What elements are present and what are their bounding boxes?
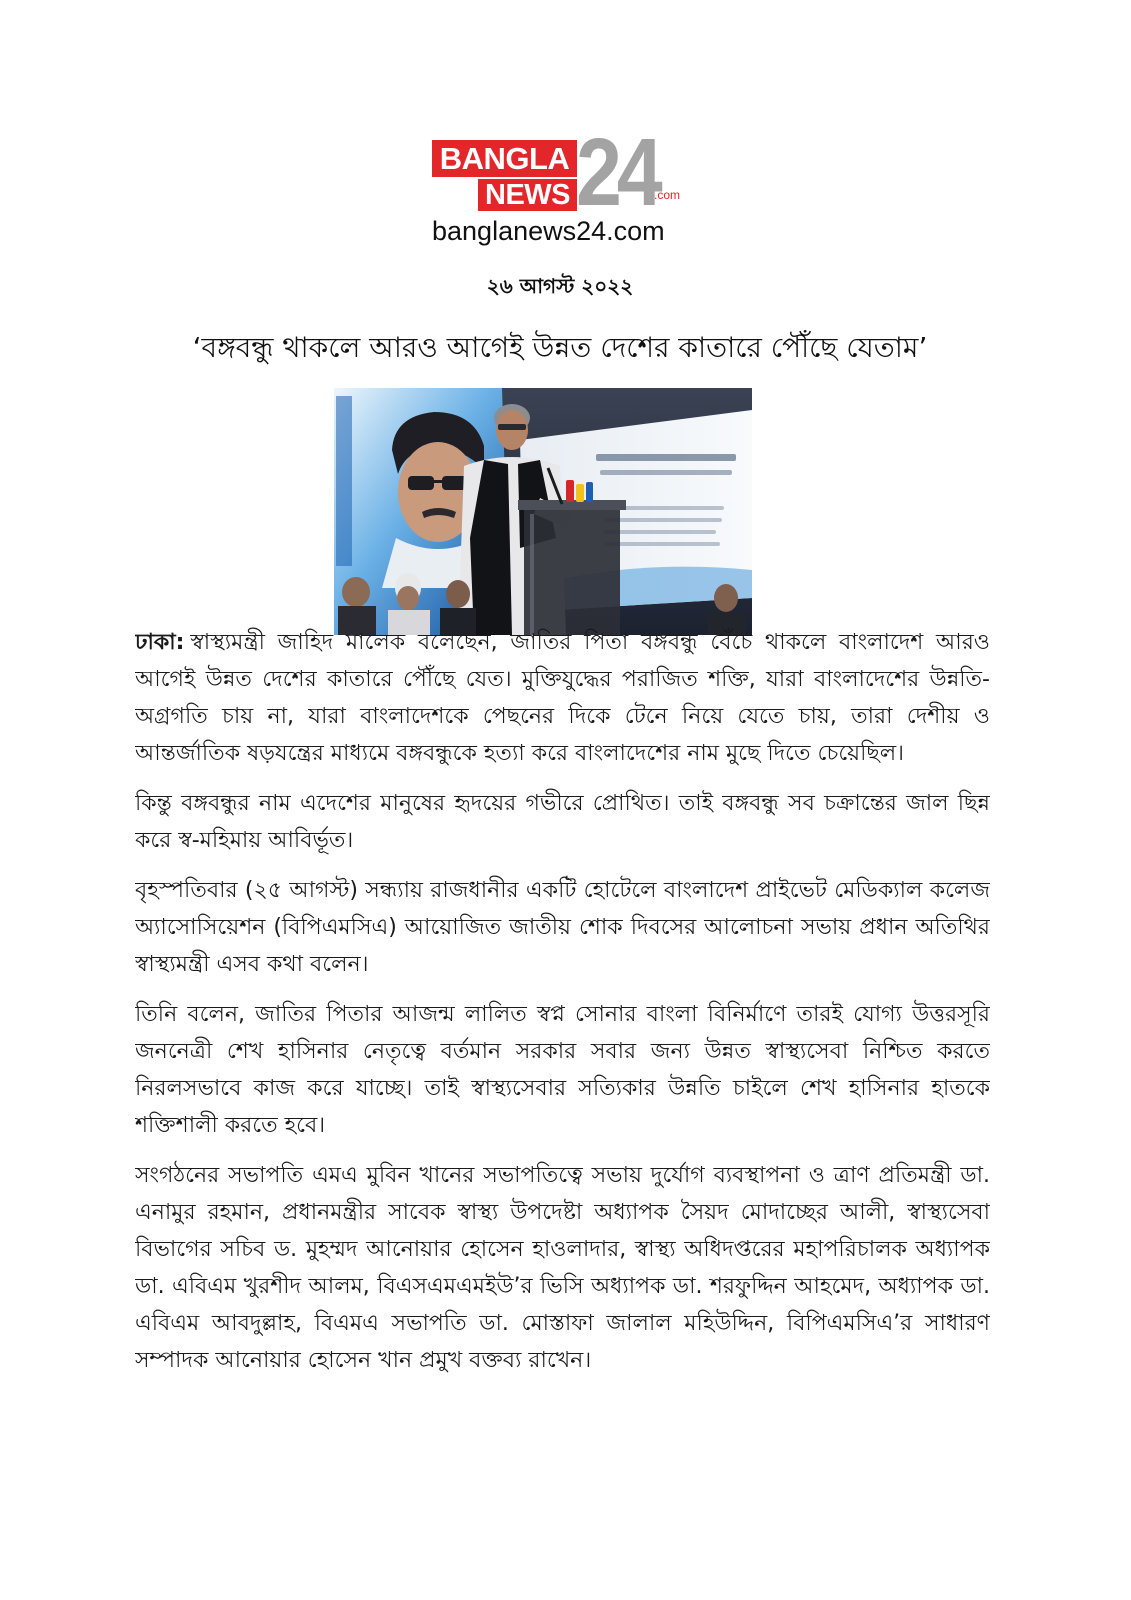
podium-body [524, 506, 620, 635]
article-photo [334, 388, 752, 635]
logo-site-url: banglanews24.com [432, 216, 665, 246]
photo-illustration [334, 388, 752, 635]
logo-news-block: NEWS [478, 179, 577, 211]
article-paragraph-2: কিন্তু বঙ্গবন্ধুর নাম এদেশের মানুষের হৃদয়ের গভীরে প্রোথিত। তাই বঙ্গবন্ধু সব চক্রান্তের জাল ছিন্ন করে স্ব-মহিমায় আবির্ভূত। [135, 791, 990, 853]
banner-logo-block [336, 396, 352, 566]
article-paragraph-1 [135, 624, 990, 772]
podium-glass-edge [530, 514, 534, 635]
logo-24-mark: 24 [576, 119, 658, 226]
logo-bangla-block: BANGLA [432, 140, 577, 177]
article-paragraph-4: তিনি বলেন, জাতির পিতার আজন্ম লালিত স্বপ্ন সোনার বাংলা বিনির্মাণে তারই যোগ্য উত্তরসূরি জননেত্রী শেখ হাসিনার নেতৃত্বে বর্তমান সরকার সবার জন্য উন্নত স্বাস্থ্যসেবা নিশ্চিত করতে নিরলসভাবে কাজ করে যাচ্ছে। তাই স্বাস্থ্যসেবার সত্যিকার উন্নতি চাইলে শেখ হাসিনার হাতকে শক্তিশালী করতে হবে। [135, 1002, 990, 1138]
article-headline: ‘বঙ্গবন্ধু থাকলে আরও আগেই উন্নত দেশের কাতারে পৌঁছে যেতাম’ [192, 331, 928, 364]
article-body [135, 624, 990, 1392]
portrait-glasses-left [408, 476, 434, 490]
podium [518, 500, 626, 635]
banglanews24-logo [432, 119, 692, 250]
publication-date: ২৬ আগস্ট ২০২২ [486, 274, 634, 298]
logo-dotcom: .com [654, 188, 681, 202]
portrait-glasses-bridge [433, 480, 443, 483]
speaker-glasses [498, 424, 526, 430]
article-dateline: ঢাকা: [135, 630, 185, 655]
article-paragraph-3: বৃহস্পতিবার (২৫ আগস্ট) সন্ধ্যায় রাজধানীর একটি হোটেলে বাংলাদেশ প্রাইভেট মেডিক্যাল কলেজ অ্যাসোসিয়েশন (বিপিএমসিএ) আয়োজিত জাতীয় শোক দিবসের আলোচনা সভায় প্রধান অতিথির স্বাস্থ্যমন্ত্রী এসব কথা বলেন। [135, 878, 990, 977]
article-paragraph-5: সংগঠনের সভাপতি এমএ মুবিন খানের সভাপতিত্বে সভায় দুর্যোগ ব্যবস্থাপনা ও ত্রাণ প্রতিমন্ত্রী ডা. এনামুর রহমান, প্রধানমন্ত্রীর সাবেক স্বাস্থ্য উপদেষ্টা অধ্যাপক সৈয়দ মোদাচ্ছের আলী, স্বাস্থ্যসেবা বিভাগের সচিব ড. মুহম্মদ আনোয়ার হোসেন হাওলাদার, স্বাস্থ্য অধিদপ্তরের মহাপরিচালক অধ্যাপক ডা. এবিএম খুরশীদ আলম, বিএসএমএমইউ’র ভিসি অধ্যাপক ডা. শরফুদ্দিন আহমেদ, অধ্যাপক ডা. এবিএম আবদুল্লাহ, বিএমএ সভাপতি ডা. মোস্তাফা জালাল মহিউদ্দিন, বিপিএমসিএ’র সাধারণ সম্পাদক আনোয়ার হোসেন খান প্রমুখ বক্তব্য রাখেন। [135, 1163, 990, 1373]
paragraph-text: স্বাস্থ্যমন্ত্রী জাহিদ মালেক বলেছেন, জাতির পিতা বঙ্গবন্ধু বেঁচে থাকলে বাংলাদেশ আরও আগেই উন্নত দেশের কাতারে পৌঁছে যেত। মুক্তিযুদ্ধের পরাজিত শক্তি, যারা বাংলাদেশের উন্নতি-অগ্রগতি চায় না, যারা বাংলাদেশকে পেছনের দিকে টেনে নিয়ে যেতে চায়, তারা দেশীয় ও আন্তর্জাতিক ষড়যন্ত্রের মাধ্যমে বঙ্গবন্ধুকে হত্যা করে বাংলাদেশের নাম মুছে দিতে চেয়েছিল। [135, 630, 990, 766]
